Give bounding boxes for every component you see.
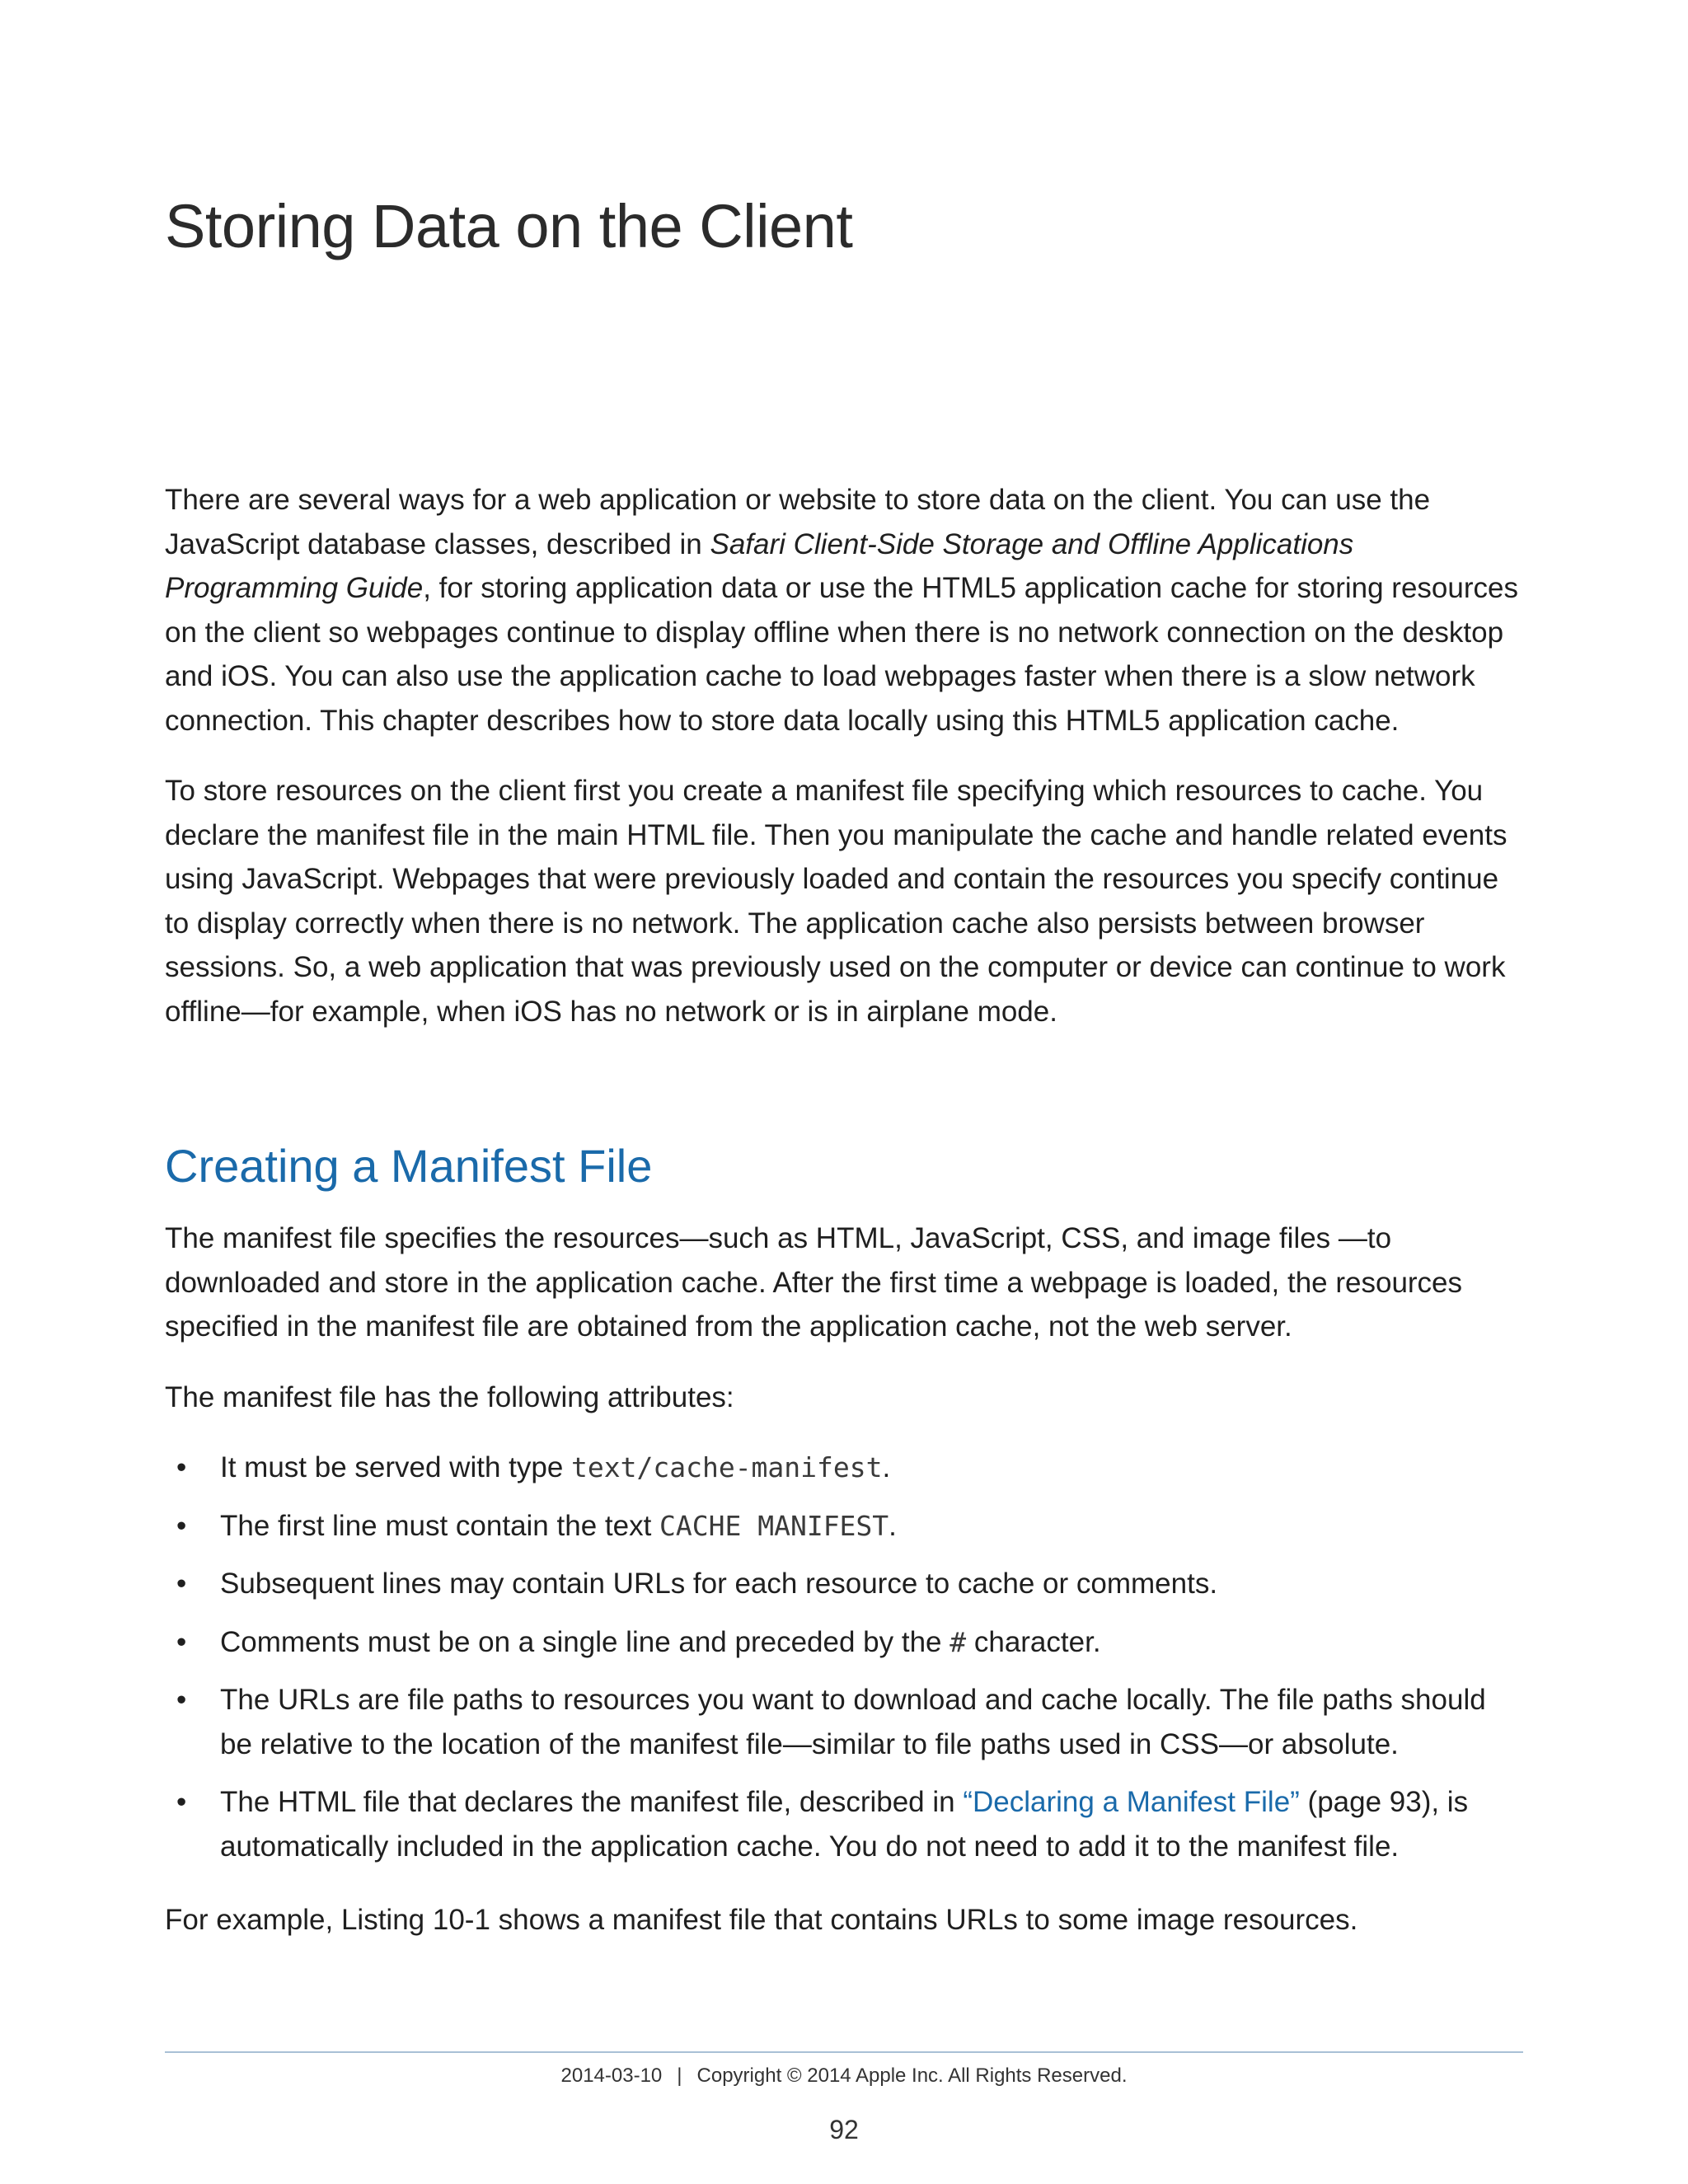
section-heading: Creating a Manifest File [165,1140,653,1192]
list-item-text: The HTML file that declares the manifest file, described in [220,1786,964,1818]
bullet-icon: • [176,1786,187,1818]
footer-date: 2014-03-10 [560,2064,663,2087]
list-item-text-end: . [882,1451,891,1483]
declaring-manifest-link[interactable]: “Declaring a Manifest File” [963,1786,1300,1818]
intro-p1-text-before: There are several ways for a web application or website to store data on the client. You can use the JavaScript database classes, described in [165,484,1431,560]
bullet-icon: • [176,1509,187,1542]
list-item [165,1562,1523,1606]
intro-paragraph-2: To store resources on the client first you create a manifest file specifying which resources to cache. You declare the manifest file in the main HTML file. Then you manipulate the cache and handle related events using JavaScript. Webpages that were previously loaded and contain the resources you specify continue to display correctly when there is no network. The application cache also persists between browser sessions. So, a web application that was previously used on the computer or device can continue to work offline—for example, when iOS has no network or is in airplane mode. [165,775,1507,1028]
intro-paragraph-1 [165,478,1523,743]
bullet-icon: • [176,1568,187,1600]
manifest-section [165,1216,1523,1969]
list-item [165,1504,1523,1549]
list-item-text-end: (page 93), is automatically included in the application cache. You do not need to add it to the manifest file. [220,1786,1469,1863]
intro-section [165,478,1523,1060]
section-paragraph-2: The manifest file has the following attributes: [165,1380,734,1413]
intro-p1-text-after: , for storing application data or use the HTML5 application cache for storing resources on the client so webpages continue to display offline when there is no network connection on the desktop and iOS. You can also use the application cache to load webpages faster when there is a slow network connection. This chapter describes how to store data locally using this HTML5 application cache. [165,572,1518,737]
list-item [165,1620,1523,1665]
inline-code: CACHE MANIFEST [659,1509,889,1542]
footer-separator: | [677,2064,682,2087]
bullet-icon: • [176,1451,187,1483]
section-paragraph-1: The manifest file specifies the resources—such as HTML, JavaScript, CSS, and image files —to downloaded and store in the application cache. After the first time a webpage is loaded, the resources specified in the manifest file are obtained from the application cache, not the web server. [165,1222,1463,1343]
list-item-text: The first line must contain the text [220,1509,660,1542]
footer-copyright: Copyright © 2014 Apple Inc. All Rights Reserved. [696,2064,1128,2087]
chapter-title: Storing Data on the Client [165,192,853,260]
list-item-text-end: character. [966,1625,1101,1658]
inline-code: text/cache-manifest [571,1451,883,1483]
attributes-list [165,1446,1523,1868]
list-item [165,1780,1523,1868]
list-item [165,1678,1523,1766]
guide-title-reference: Safari Client-Side Storage and Offline Applications Programming Guide [165,527,1354,604]
inline-code: # [950,1625,967,1658]
footer [0,2064,1688,2088]
section-paragraph-3: For example, Listing 10-1 shows a manifest file that contains URLs to some image resources. [165,1904,1358,1936]
bullet-icon: • [176,1684,187,1716]
list-item [165,1446,1523,1490]
list-item-text: Comments must be on a single line and preceded by the [220,1625,950,1658]
list-item-text: It must be served with type [220,1451,572,1483]
list-item-text-end: . [889,1509,897,1542]
list-item-text: The URLs are file paths to resources you want to download and cache locally. The file paths should be relative to the location of the manifest file—similar to file paths used in CSS—or absolute. [220,1684,1486,1760]
page-number: 92 [829,2115,859,2144]
footer-divider [165,2051,1523,2053]
list-item-text: Subsequent lines may contain URLs for each resource to cache or comments. [220,1568,1218,1600]
bullet-icon: • [176,1625,187,1658]
